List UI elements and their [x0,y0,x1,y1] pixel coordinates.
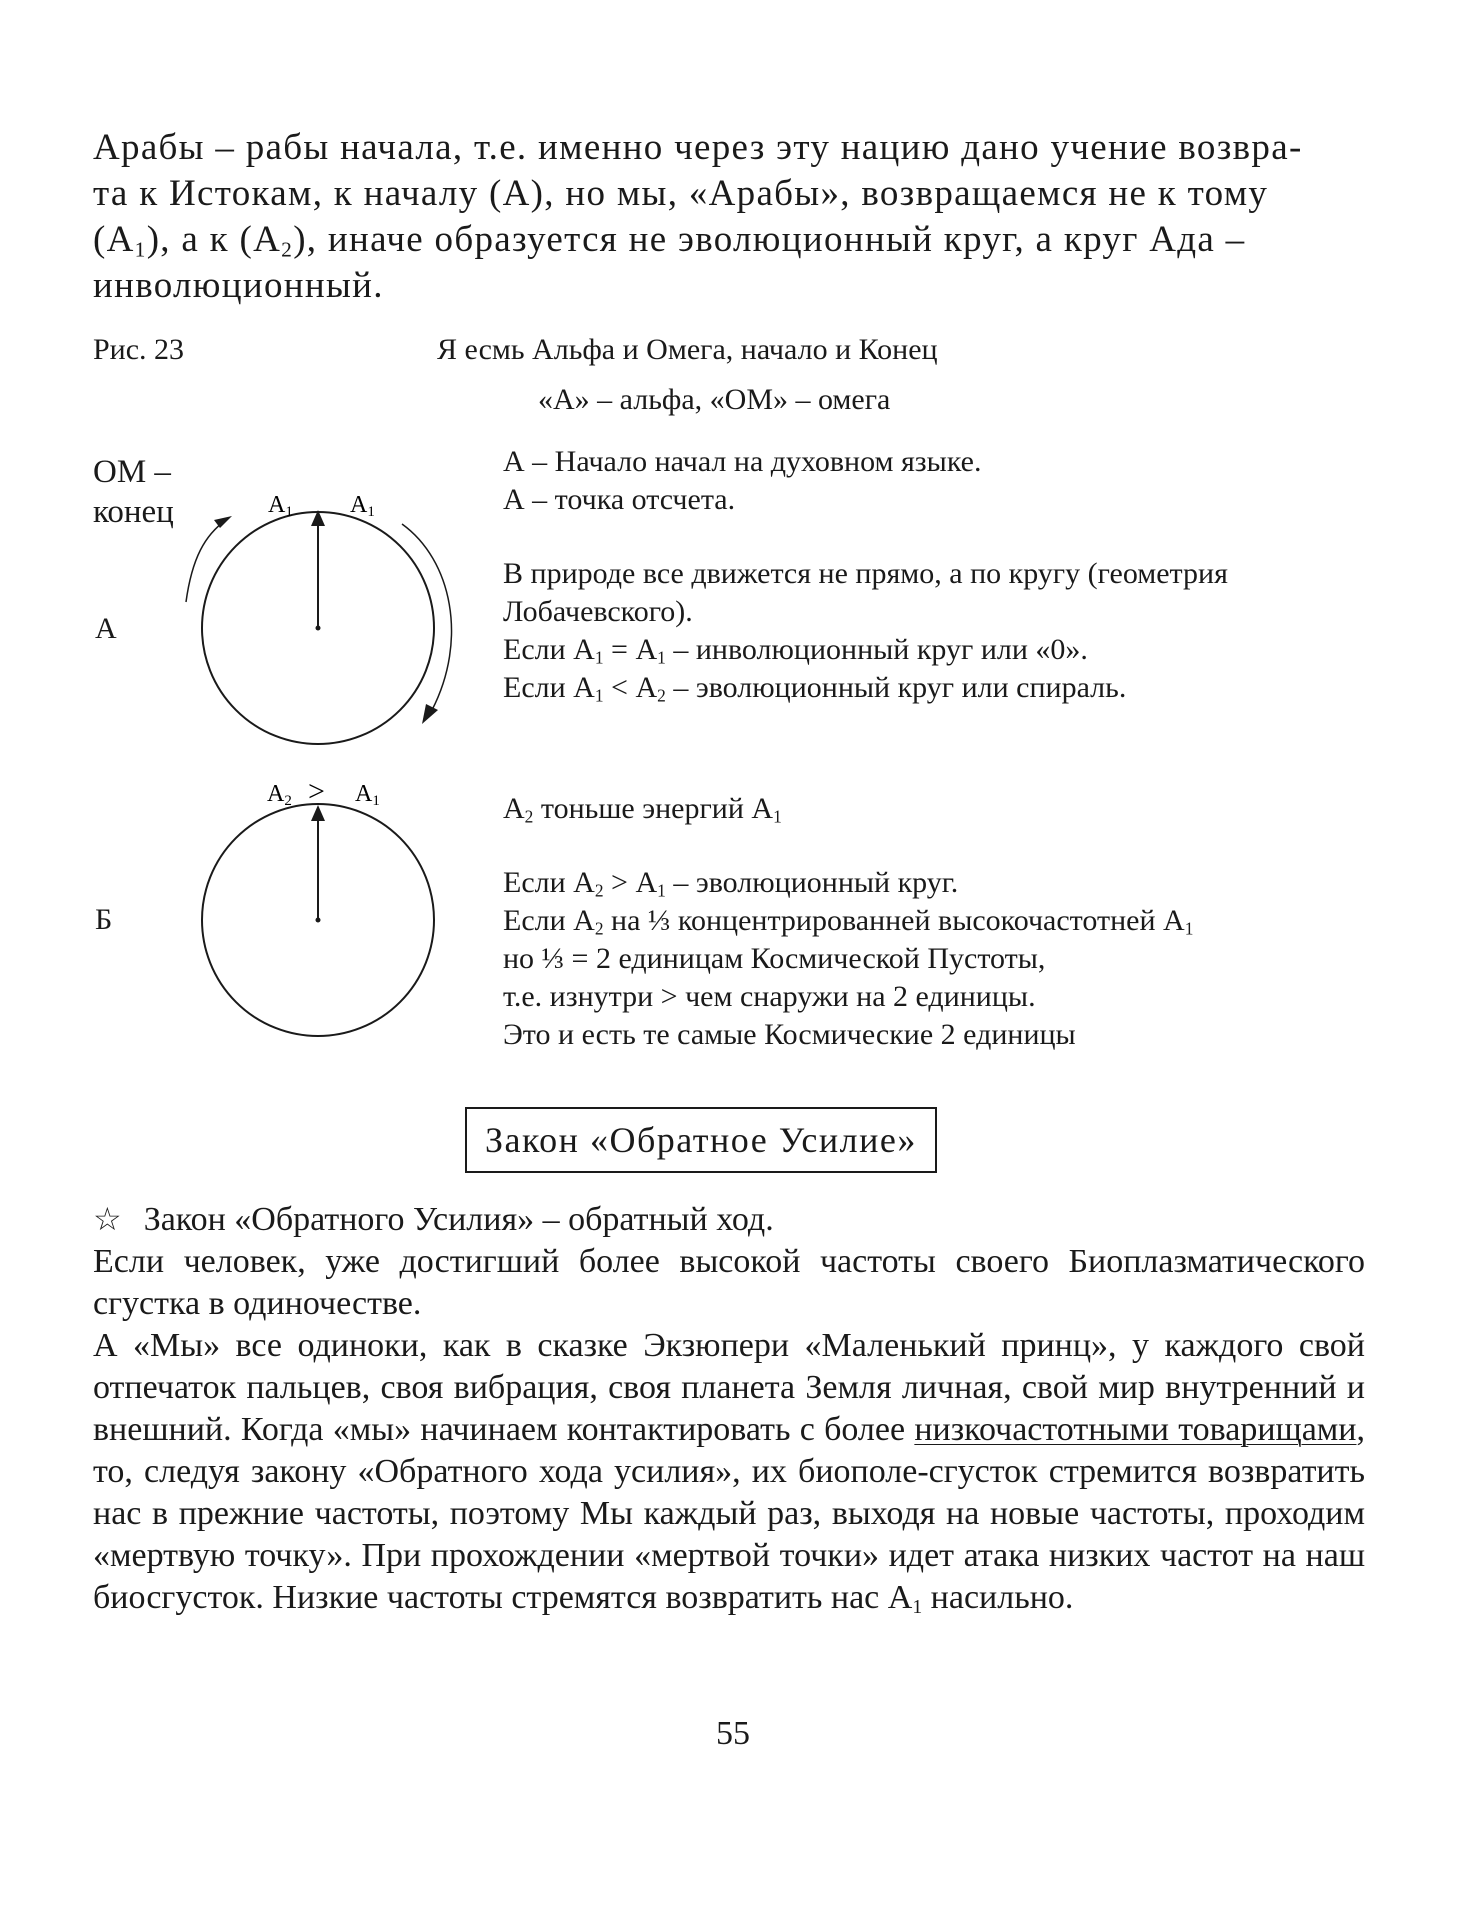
intro-line: инволюционный. [93,265,384,306]
intro-line: та к Истокам, к началу (А), но мы, «Арабы», возвращаемся не к тому [93,173,1269,214]
body-paragraph: Если человек, уже достигший более высокой частоты своего Биоплазматического сгустка в одиночестве. [93,1243,1365,1322]
intro-line: $(А_1)$, а к $(А_2)$, иначе образуется не эволюционный круг, а круг Ада – [93,219,1246,262]
figure-caption: Рис. 23 [93,333,185,366]
figure-subtitle: «А» – альфа, «ОМ» – омега [538,383,891,416]
label-a1: А1 [355,781,380,809]
underlined-phrase: низкочастотными товарищами [914,1411,1357,1448]
notes-a: А – Начало начал на духовном языке. А – точка отсчета. В природе все движется не прямо, а по кругу (геометрия Лобачевского). Если $А_1 = А_1$ – инволюционный круг или «0». Если $А_1 < А_2$ – эволюционный круг или спираль. [503,445,1228,706]
diagram-b [170,775,490,1065]
label-a1-left: А1 [268,492,293,520]
label-a2: А2 [267,781,292,809]
star-icon: ☆ [93,1201,122,1237]
center-dot [316,626,321,631]
label-a1-right: А1 [350,492,375,520]
diagram-a-label: А [95,612,117,645]
figure-title: Я есмь Альфа и Омега, начало и Конец [437,333,938,366]
bullet-line: ☆ Закон «Обратного Усилия» – обратный ход. [93,1201,774,1238]
intro-line: Арабы – рабы начала, т.е. именно через эту нацию дано учение возвра- [93,127,1303,168]
greater-than-sign: > [308,775,325,808]
law-title-box: Закон «Обратное Усилие» [465,1107,937,1173]
center-dot [316,918,321,923]
om-label: ОМ – конец [93,454,174,530]
diagram-a [170,480,490,780]
body-paragraph: А «Мы» все одиноки, как в сказке Экзюпери «Маленький принц», у каждого свой отпечаток пальцев, своя вибрация, своя планета Земля личная, свой мир внутренний и внешний. Когда «мы» начинаем контактировать с более низкочастотными товарищами, то, следуя закону «Обратного хода усилия», их биополе-сгусток стремится возвратить нас в прежние частоты, поэтому Мы каждый раз, выходя на новые частоты, проходим «мертвую точку». При прохождении «мертвой точки» идет атака низких частот на наш биосгусток. Низкие частоты стремятся возвратить нас $А_1$ насильно. [93,1327,1365,1618]
page-number: 55 [716,1715,750,1752]
arc-arrowhead-icon [422,704,438,724]
left-arc-arrow [186,520,226,602]
notes-b: $А_2$ тоньше энергий $А_1$ Если $А_2 > А_1$ – эволюционный круг. Если $А_2$ на ⅓ концентрированней высокочастотней $А_1$ но ⅓ = 2 единицам Космической Пустоты, т.е. изнутри > чем снаружи на 2 единицы. Это и есть те самые Космические 2 единицы [503,792,1194,1051]
right-arc-arrow [402,524,452,710]
arc-arrowhead-icon [214,516,232,528]
intro-paragraph [93,125,1363,309]
body-text [93,1198,1365,1619]
diagram-b-label: Б [95,903,113,936]
